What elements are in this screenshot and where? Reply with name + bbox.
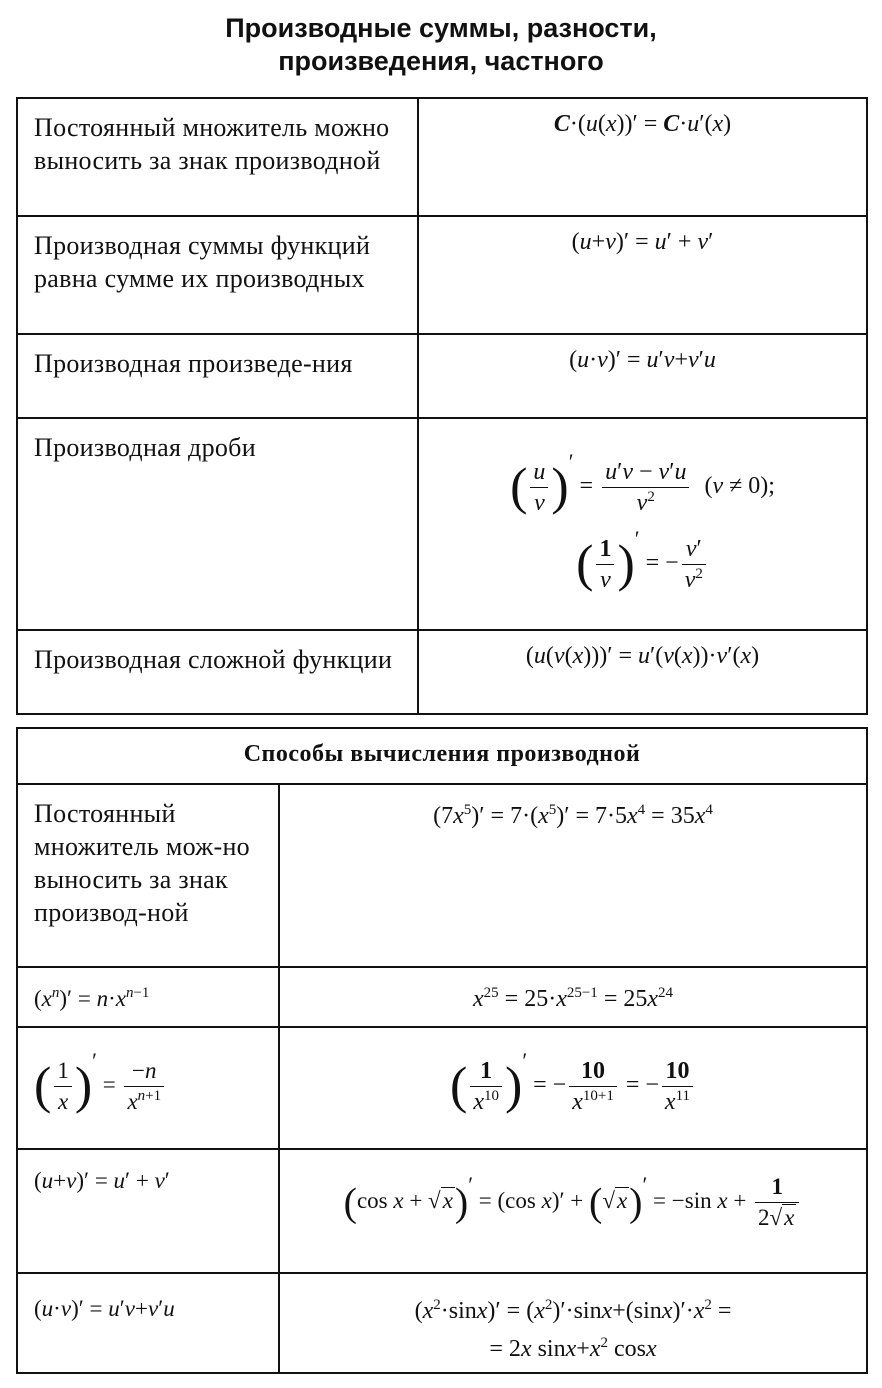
methods-header: Способы вычисления производной bbox=[17, 728, 867, 784]
sum-rule-formula: (u+v)′ = u′ + v′ bbox=[17, 1149, 279, 1273]
rule-description: Производная дроби bbox=[17, 418, 418, 630]
constant-factor-example: $(7x^5)' = 7\cdot(x^5)' = 7\cdot 5x^4 = 35x^4$ bbox=[279, 784, 867, 967]
table-row bbox=[17, 418, 867, 630]
method-description: Постоянный множитель мож-но выносить за знак производ-ной bbox=[17, 784, 279, 967]
calculation-methods-table bbox=[16, 727, 868, 1374]
product-rule-formula: (u·v)′ = u′v+v′u bbox=[418, 334, 867, 418]
table-row bbox=[17, 1273, 867, 1373]
table-row bbox=[17, 630, 867, 714]
rule-description: Постоянный множитель можно выносить за знак производной bbox=[17, 98, 418, 216]
quotient-rule-formula: ( $\frac{u}{v}$ )′ = $\frac{u'v - v'u}{v^2}$ (v ≠ 0); ( $\frac{1}{v}$ )′ = − $\frac{v'}{v^2}$ bbox=[418, 418, 867, 630]
table-row bbox=[17, 216, 867, 334]
table-row bbox=[17, 1149, 867, 1273]
power-rule-example: $x^{25} = 25\cdot x^{25-1} = 25x^{24}$ bbox=[279, 967, 867, 1027]
product-rule-formula: (u·v)′ = u′v+v′u bbox=[17, 1273, 279, 1373]
title-line-1: Производные суммы, разности, bbox=[225, 13, 657, 43]
table-row bbox=[17, 784, 867, 967]
table-row bbox=[17, 334, 867, 418]
rule-description: Производная произведе-ния bbox=[17, 334, 418, 418]
table-row bbox=[17, 1027, 867, 1149]
reciprocal-power-example: ( $\frac{1}{x^{10}}$ )′ = − $\frac{10}{x^{10+1}}$ = − $\frac{10}{x^{11}}$ bbox=[279, 1027, 867, 1149]
title-line-2: произведения, частного bbox=[278, 46, 604, 76]
table-row bbox=[17, 98, 867, 216]
page-title bbox=[0, 12, 882, 78]
table-row bbox=[17, 728, 867, 784]
chain-rule-formula: (u(v(x)))′ = u′(v(x))·v′(x) bbox=[418, 630, 867, 714]
rule-description: Производная сложной функции bbox=[17, 630, 418, 714]
power-rule-formula: $(x^n)' = n\cdot x^{n-1}$ bbox=[17, 967, 279, 1027]
rule-description: Производная суммы функций равна сумме их производных bbox=[17, 216, 418, 334]
reciprocal-power-formula: ( $\frac{1}{x}$ )′ = $\frac{-n}{x^{n+1}}$ bbox=[17, 1027, 279, 1149]
derivative-rules-table bbox=[16, 97, 868, 715]
product-rule-example: $(x^2\cdot\sin x)' = (x^2)'\cdot\sin x+(\sin x)'\cdot x^2$ = = 2x $\sin x+x^2$ cosx bbox=[279, 1273, 867, 1373]
sum-rule-formula: (u+v)′ = u′ + v′ bbox=[418, 216, 867, 334]
table-row bbox=[17, 967, 867, 1027]
constant-factor-formula: C·(u(x))′ = C·u′(x) bbox=[418, 98, 867, 216]
sum-rule-example: (cos x + √x)′ = (cos x)′ + (√x)′ = −sin x + $\frac{1}{2√x}$ bbox=[279, 1149, 867, 1273]
